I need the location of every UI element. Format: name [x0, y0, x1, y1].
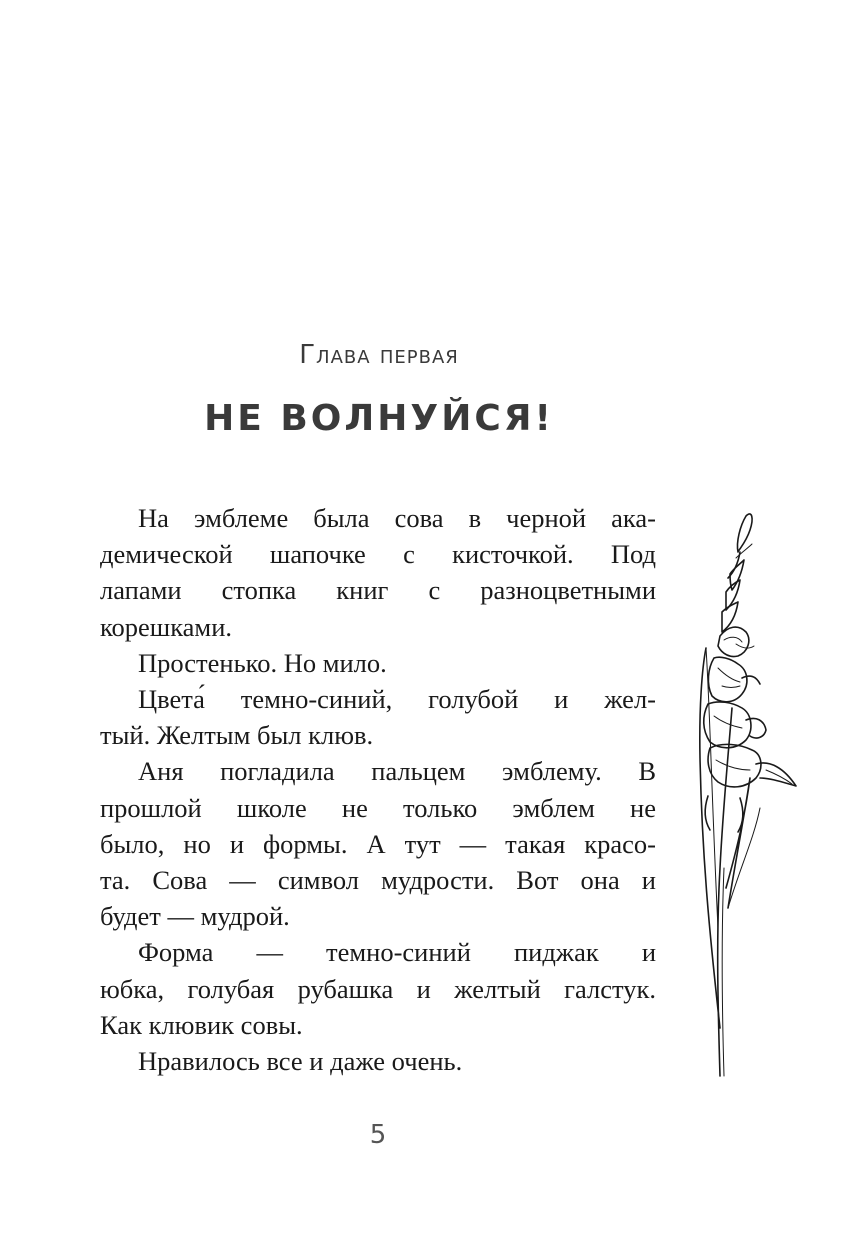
paragraph	[100, 681, 656, 753]
text-line: Простенько. Но мило.	[138, 647, 387, 678]
page-number: 5	[369, 1120, 387, 1150]
text-line: та. Сова — символ мудрости. Вот она и	[100, 865, 656, 896]
text-line: демической шапочке с кисточкой. Под	[100, 539, 656, 570]
chapter-title: НЕ ВОЛНУЙСЯ!	[204, 398, 554, 439]
paragraph	[100, 645, 656, 681]
text-line: Цвета́ темно-синий, голубой и жел-	[138, 684, 656, 715]
chapter-label: Глава первая	[299, 340, 459, 370]
text-line: будет — мудрой.	[100, 901, 290, 932]
text-line: было, но и формы. А тут — такая красо-	[100, 828, 656, 859]
body-text	[100, 500, 656, 1079]
text-line: юбка, голубая рубашка и желтый галстук.	[100, 973, 656, 1004]
text-line: корешками.	[100, 611, 233, 642]
text-line: Нравилось все и даже очень.	[138, 1046, 463, 1077]
gladiolus-illustration	[680, 508, 804, 1080]
paragraph	[100, 1043, 656, 1079]
text-line: прошлой школе не только эмблем не	[100, 792, 656, 823]
text-line: тый. Желтым был клюв.	[100, 720, 374, 751]
text-line: лапами стопка книг с разноцветными	[100, 575, 656, 606]
text-line: На эмблеме была сова в черной ака-	[138, 503, 656, 533]
text-line: Как клювик совы.	[100, 1009, 303, 1040]
paragraph	[100, 500, 656, 645]
text-line: Аня погладила пальцем эмблему. В	[138, 756, 656, 787]
paragraph	[100, 753, 656, 934]
paragraph	[100, 934, 656, 1043]
text-line: Форма — темно-синий пиджак и	[138, 937, 656, 968]
